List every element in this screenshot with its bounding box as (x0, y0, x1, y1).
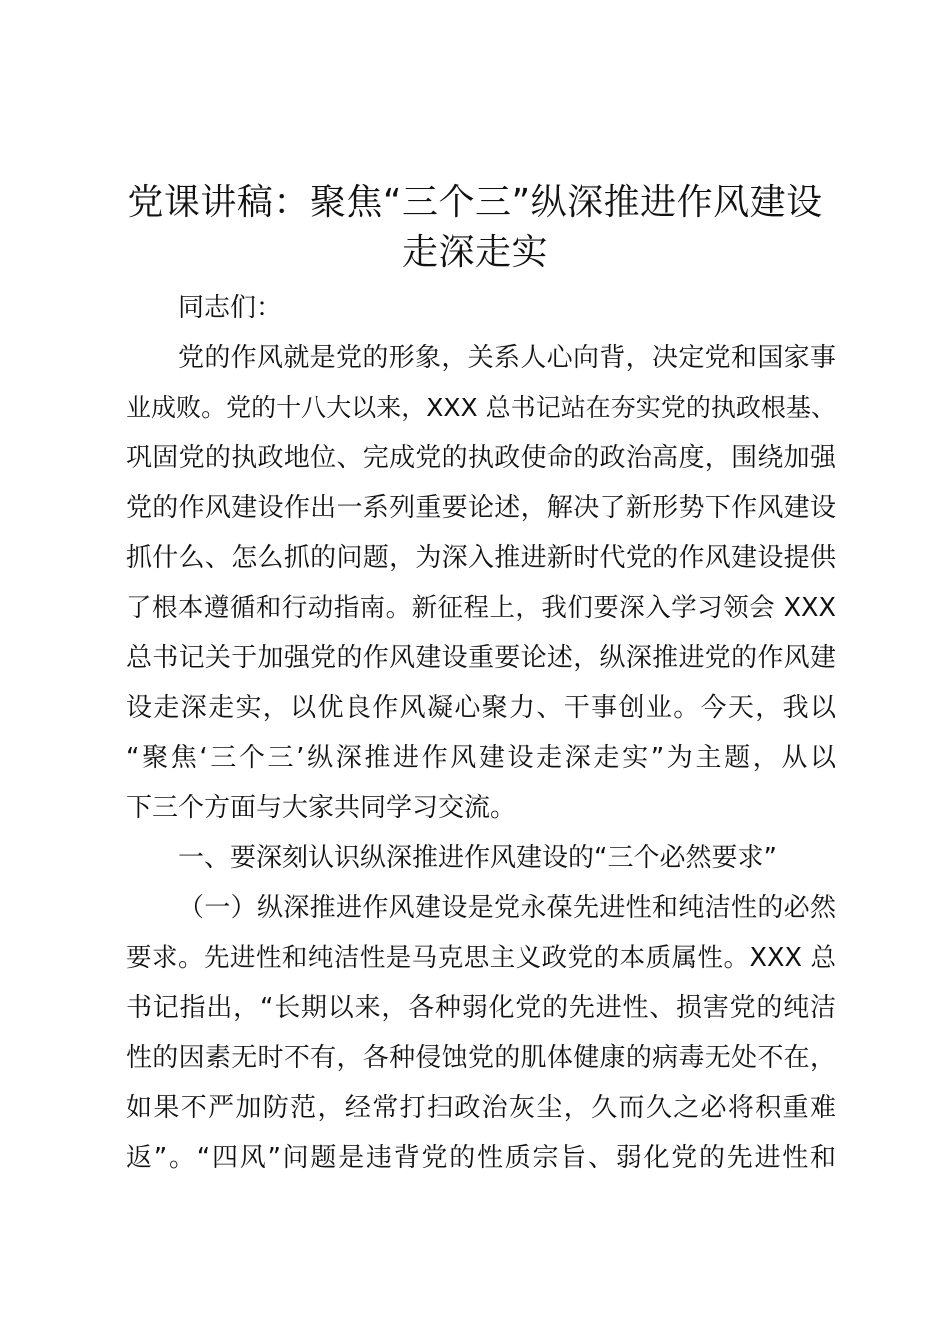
document-title (118, 178, 832, 278)
paragraph-line: 返”。“四风”问题是违背党的性质宗旨、弱化党的先进性和 (126, 1143, 836, 1173)
paragraph-line: 如果不严加防范，经常打扫政治灰尘，久而久之必将积重难 (126, 1093, 836, 1123)
paragraph-line: 党的作风就是党的形象，关系人心向背，决定党和国家事 (178, 343, 836, 373)
paragraph-line: 巩固党的执政地位、完成党的执政使命的政治高度，围绕加强 (126, 443, 836, 473)
title-line-1: 党课讲稿：聚焦“三个三”纵深推进作风建设 (127, 182, 823, 223)
paragraph-line: 书记指出，“长期以来，各种弱化党的先进性、损害党的纯洁 (126, 993, 836, 1023)
salutation: 同志们： (178, 293, 283, 323)
paragraph-line: 党的作风建设作出一系列重要论述，解决了新形势下作风建设 (126, 493, 836, 523)
paragraph-line: 了根本遵循和行动指南。新征程上，我们要深入学习领会 XXX (126, 593, 836, 623)
paragraph-line: 抓什么、怎么抓的问题，为深入推进新时代党的作风建设提供 (126, 543, 836, 573)
document-body (126, 283, 836, 1183)
paragraph-line: 设走深走实，以优良作风凝心聚力、干事创业。今天，我以 (126, 693, 836, 723)
paragraph-line: （一）纵深推进作风建设是党永葆先进性和纯洁性的必然 (178, 893, 836, 923)
paragraph-line: “聚焦‘三个三’纵深推进作风建设走深走实”为主题，从以 (126, 743, 836, 773)
paragraph-line: 下三个方面与大家共同学习交流。 (126, 793, 517, 823)
title-line-2: 走深走实 (401, 232, 548, 273)
section-heading: 一、要深刻认识纵深推进作风建设的“三个必然要求” (178, 843, 777, 873)
paragraph-line: 要求。先进性和纯洁性是马克思主义政党的本质属性。XXX 总 (126, 943, 836, 973)
paragraph-line: 性的因素无时不有，各种侵蚀党的肌体健康的病毒无处不在， (126, 1043, 836, 1073)
paragraph-line: 总书记关于加强党的作风建设重要论述，纵深推进党的作风建 (126, 643, 836, 673)
paragraph-line: 业成败。党的十八大以来，XXX 总书记站在夯实党的执政根基、 (126, 393, 836, 422)
